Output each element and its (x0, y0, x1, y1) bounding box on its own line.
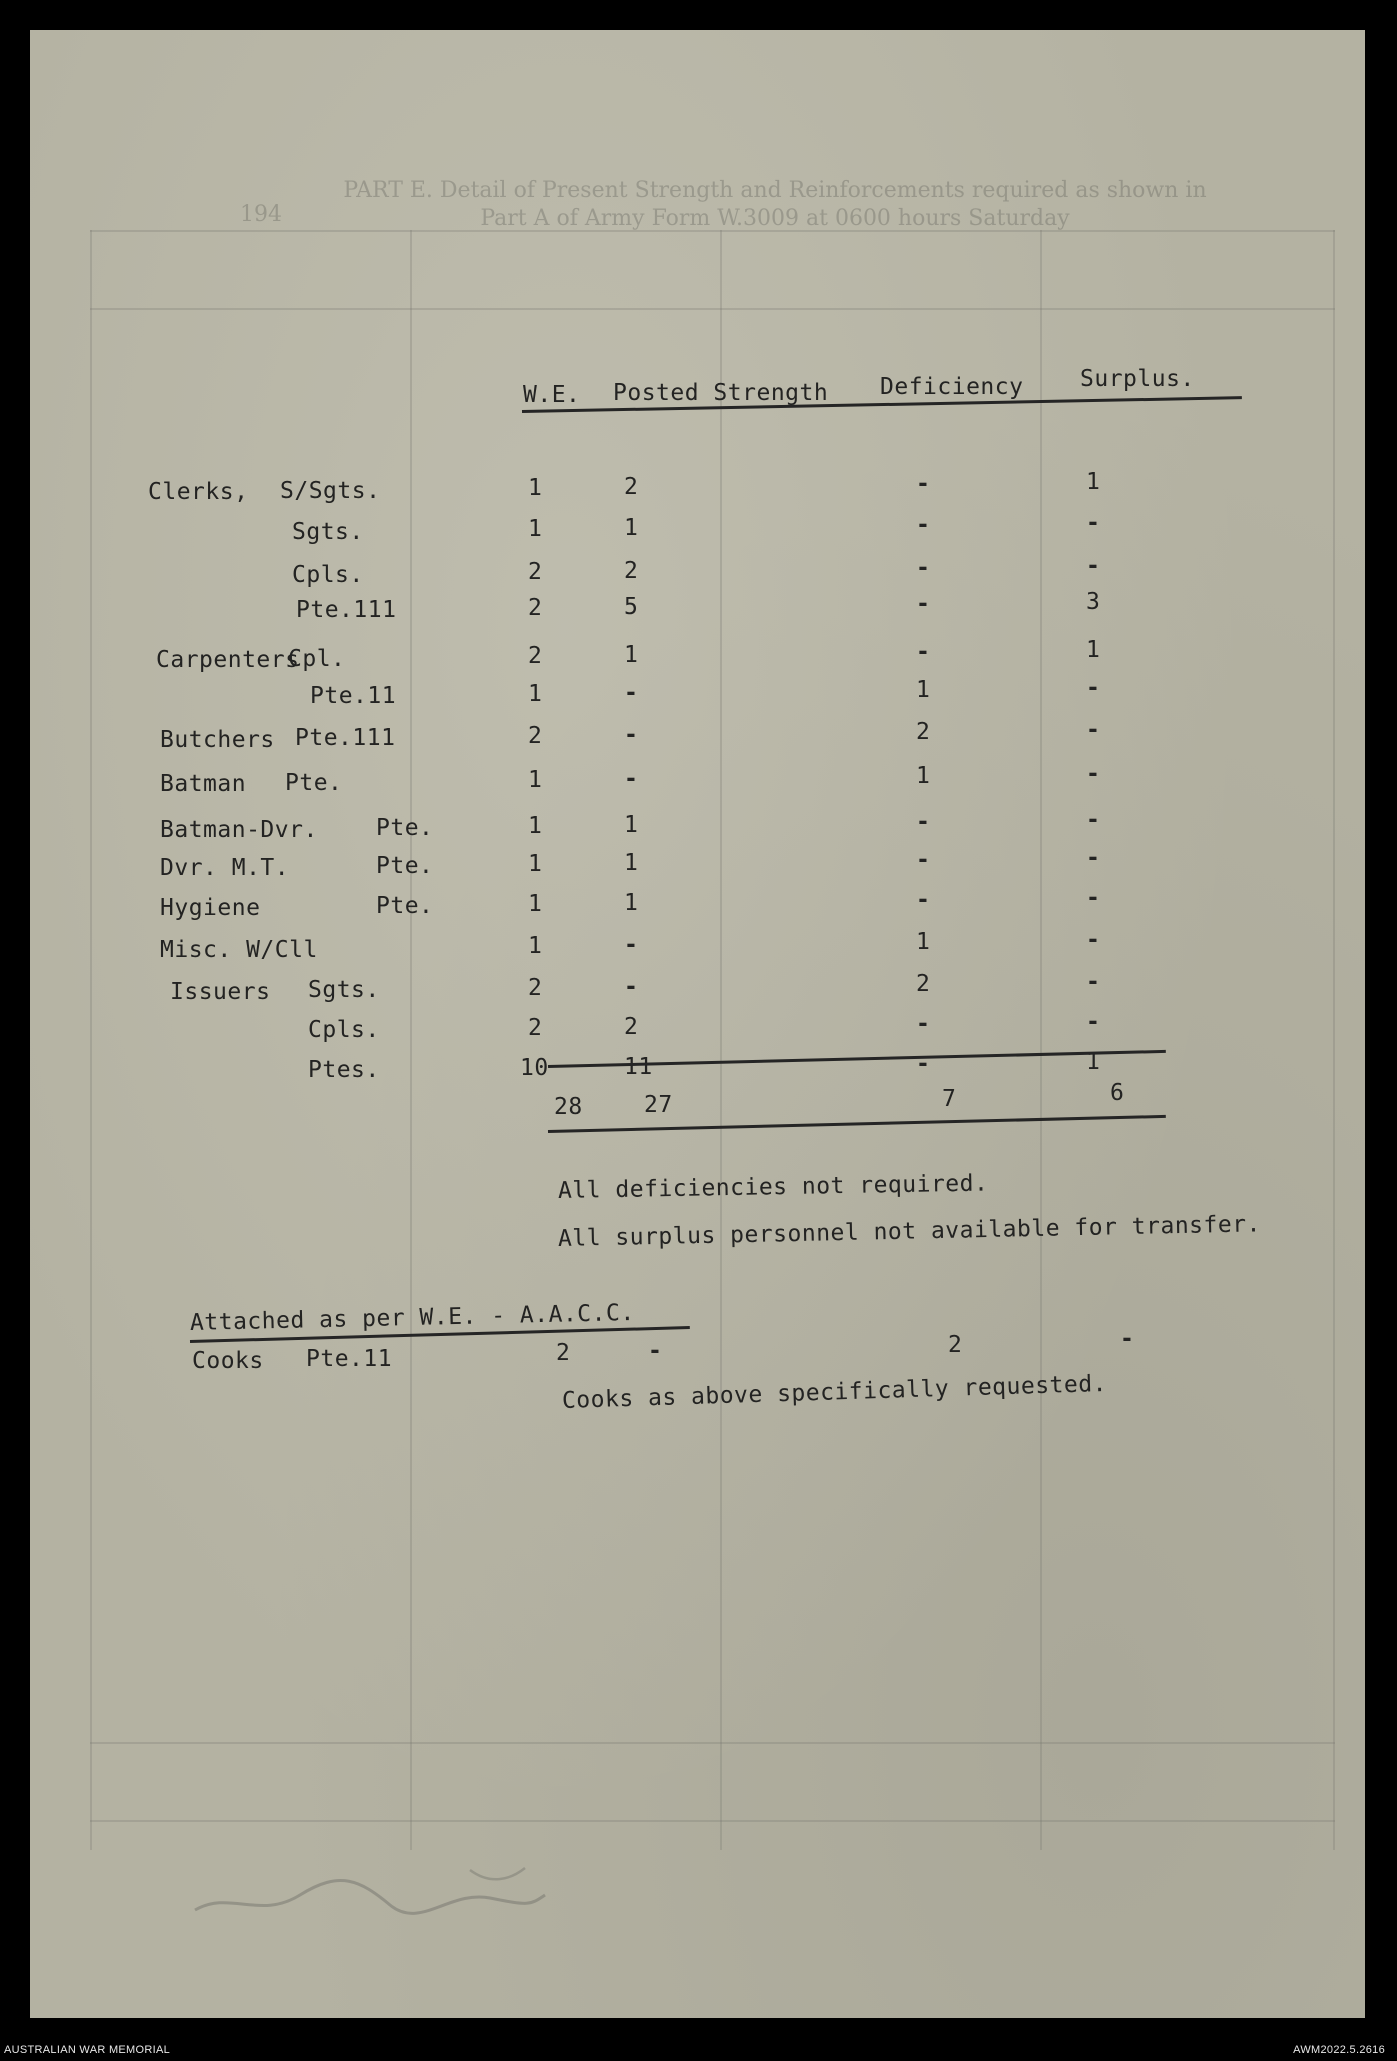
row-rank: Cpls. (292, 561, 364, 588)
ghost-form-title-line1: PART E. Detail of Present Strength and Reinforcements required as shown in (343, 178, 1207, 203)
row-rank: Pte. (376, 892, 434, 919)
cell-posted: 2 (624, 473, 639, 500)
row-label: Carpenters (156, 647, 300, 673)
cell-surplus: - (1086, 926, 1101, 953)
cell-deficiency: - (916, 511, 931, 538)
document-page (30, 30, 1365, 2018)
cell-deficiency: - (916, 1050, 931, 1077)
cell-we: 1 (528, 812, 543, 839)
cell-posted: 1 (624, 849, 639, 876)
total-surplus: 6 (1110, 1080, 1125, 1106)
row-rank: Pte. (376, 814, 434, 841)
cell-surplus: - (1086, 760, 1101, 787)
row-label: Clerks, (148, 479, 249, 506)
row-rank: Sgts. (292, 518, 364, 545)
row-label: Butchers (160, 726, 275, 753)
cell-deficiency: 1 (916, 676, 931, 703)
attached-heading: Attached as per W.E. - A.A.C.C. (189, 1299, 635, 1336)
cell-we: 1 (528, 474, 543, 501)
ghost-rule (90, 308, 1335, 310)
ghost-rule (720, 230, 722, 1850)
ghost-form-number: 194 (240, 202, 282, 227)
ghost-rule (410, 230, 412, 1850)
row-rank: Pte. (285, 769, 343, 796)
attached-posted: - (648, 1338, 663, 1364)
cell-posted: 11 (624, 1053, 653, 1080)
cell-surplus: - (1086, 844, 1101, 871)
attached-deficiency: 2 (948, 1332, 963, 1358)
ghost-rule (90, 1820, 1335, 1822)
ghost-rule (90, 1742, 1335, 1744)
col-header-posted-strength: Posted Strength (613, 380, 829, 406)
cell-posted: - (624, 973, 639, 1000)
cell-we: 1 (528, 515, 543, 542)
row-rank: Cpls. (308, 1017, 380, 1044)
cell-surplus: 1 (1086, 636, 1101, 663)
cell-posted: - (624, 721, 639, 748)
cell-surplus: 3 (1086, 588, 1101, 615)
cell-deficiency: - (916, 590, 931, 617)
cell-deficiency: 2 (916, 970, 931, 997)
cell-we: 2 (528, 1014, 543, 1041)
cell-we: 2 (528, 974, 543, 1001)
cell-surplus: - (1086, 674, 1101, 701)
cell-surplus: - (1086, 968, 1101, 995)
cell-we: 2 (528, 594, 543, 621)
row-label: Batman (160, 770, 247, 797)
row-label: Issuers (170, 978, 271, 1005)
cell-posted: - (624, 765, 639, 792)
cell-we: 1 (528, 932, 543, 959)
ghost-rule (1333, 230, 1335, 1850)
cell-posted: 1 (624, 514, 639, 541)
row-rank: S/Sgts. (280, 477, 381, 504)
row-label: Batman-Dvr. (160, 816, 318, 843)
cell-surplus: - (1086, 509, 1101, 536)
cell-we: 1 (528, 890, 543, 917)
attached-surplus: - (1120, 1326, 1135, 1352)
cell-deficiency: - (916, 846, 931, 873)
cell-surplus: - (1086, 1008, 1101, 1035)
total-posted: 27 (644, 1092, 673, 1118)
row-rank: Pte.111 (296, 597, 397, 624)
row-rank: Cpl. (288, 645, 346, 672)
cell-surplus: - (1086, 552, 1101, 579)
cell-deficiency: - (916, 470, 931, 497)
archive-credit: AUSTRALIAN WAR MEMORIAL (4, 2044, 171, 2056)
attached-rank: Pte.11 (306, 1346, 393, 1372)
ghost-form-title-line2: Part A of Army Form W.3009 at 0600 hours Saturday (480, 206, 1070, 231)
cell-we: 1 (528, 850, 543, 877)
row-label: Misc. W/Cll (160, 936, 318, 963)
cell-deficiency: - (916, 554, 931, 581)
row-rank: Pte.111 (295, 725, 396, 752)
attached-label: Cooks (192, 1348, 264, 1374)
col-header-surplus: Surplus. (1080, 366, 1195, 392)
cell-surplus: - (1086, 806, 1101, 833)
cell-deficiency: - (916, 638, 931, 665)
signature-mark (190, 1850, 550, 1940)
cell-deficiency: 1 (916, 928, 931, 955)
row-label: Hygiene (160, 894, 261, 921)
cell-posted: 5 (624, 593, 639, 620)
row-rank: Sgts. (308, 977, 380, 1004)
col-header-deficiency: Deficiency (880, 374, 1024, 400)
cell-we: 1 (528, 680, 543, 707)
note-surplus: All surplus personnel not available for transfer. (557, 1211, 1262, 1252)
cell-posted: 2 (624, 557, 639, 584)
attached-we: 2 (556, 1340, 571, 1366)
cell-deficiency: - (916, 808, 931, 835)
totals-rule-bottom (548, 1115, 1166, 1133)
cell-surplus: - (1086, 716, 1101, 743)
cell-we: 2 (528, 642, 543, 669)
ghost-rule (90, 230, 1335, 232)
cell-we: 1 (528, 766, 543, 793)
cell-deficiency: - (916, 886, 931, 913)
cell-posted: 2 (624, 1013, 639, 1040)
attached-note: Cooks as above specifically requested. (561, 1370, 1108, 1414)
cell-we: 2 (528, 722, 543, 749)
cell-surplus: 1 (1086, 468, 1101, 495)
ghost-rule (1040, 230, 1042, 1850)
cell-deficiency: - (916, 1010, 931, 1037)
cell-posted: - (624, 931, 639, 958)
row-label: Dvr. M.T. (160, 854, 290, 881)
cell-posted: 1 (624, 811, 639, 838)
cell-surplus: - (1086, 884, 1101, 911)
total-deficiency: 7 (942, 1086, 957, 1112)
row-rank: Ptes. (308, 1057, 380, 1084)
cell-deficiency: 1 (916, 762, 931, 789)
ghost-rule (90, 230, 92, 1850)
cell-surplus: 1 (1086, 1048, 1101, 1075)
cell-posted: 1 (624, 889, 639, 916)
cell-posted: - (624, 679, 639, 706)
archive-reference: AWM2022.5.2616 (1293, 2044, 1385, 2056)
total-we: 28 (554, 1094, 583, 1120)
note-deficiencies: All deficiencies not required. (557, 1170, 989, 1204)
row-rank: Pte.11 (310, 683, 397, 710)
col-header-we: W.E. (523, 382, 581, 408)
cell-posted: 1 (624, 641, 639, 668)
cell-we: 2 (528, 558, 543, 585)
cell-deficiency: 2 (916, 718, 931, 745)
row-rank: Pte. (376, 852, 434, 879)
cell-we: 10 (520, 1055, 549, 1081)
